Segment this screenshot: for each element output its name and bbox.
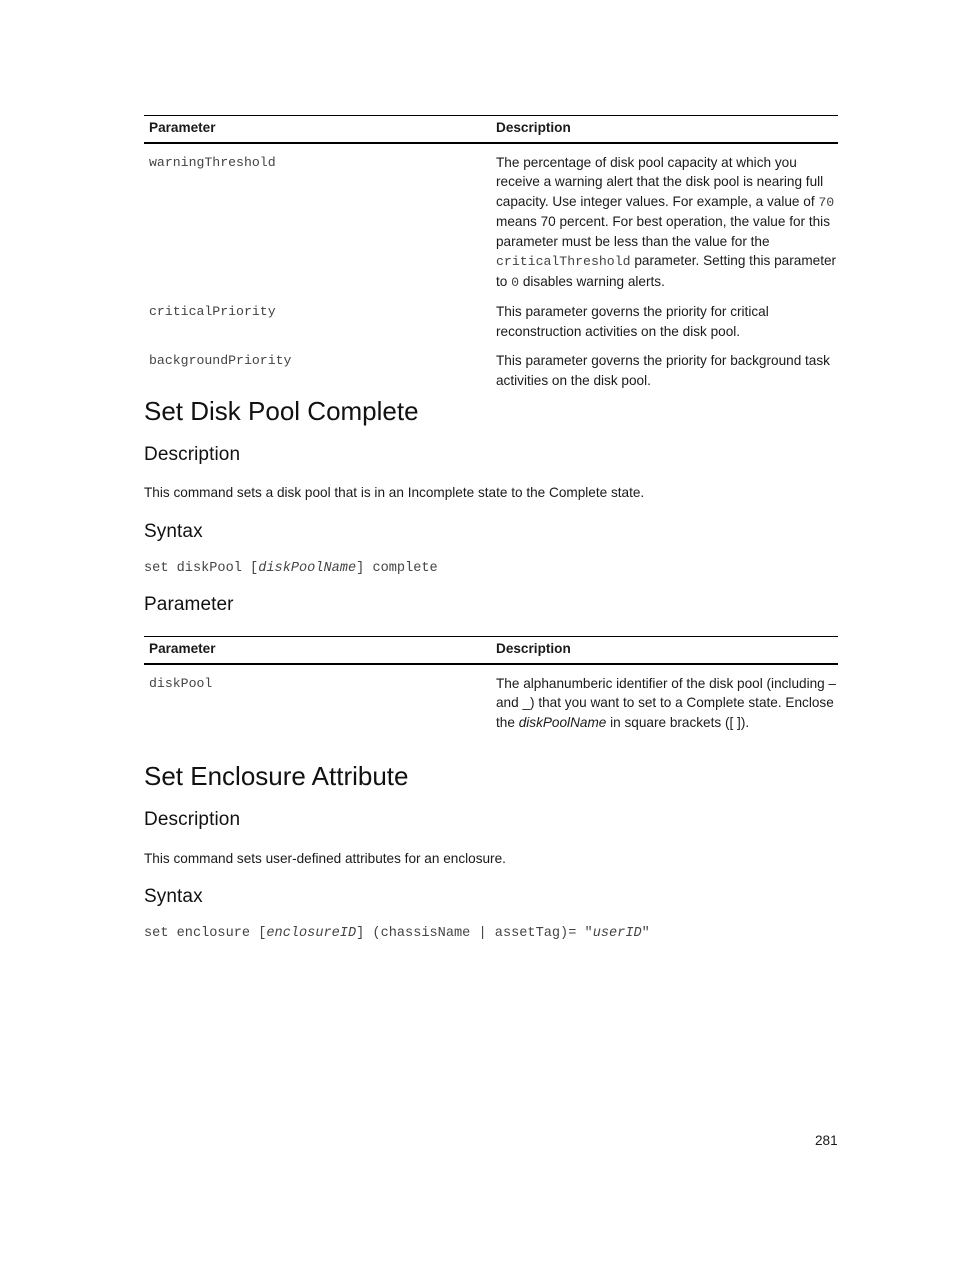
table-header-row [144,116,838,143]
parameter-heading: Parameter [144,594,234,615]
desc-text: disables warning alerts. [519,273,665,289]
table-row [144,153,838,293]
code-value: 70 [818,194,835,210]
desc-text: means 70 percent. For best operation, the value for this parameter must be less than the value for the [496,214,830,249]
syntax-heading: Syntax [144,886,203,907]
param-name: criticalPriority [149,304,276,319]
code-value: 0 [511,274,520,290]
desc-emphasis: diskPoolName [518,714,607,730]
param-description: This parameter governs the priority for critical reconstruction activities on the disk pool. [496,304,769,339]
param-description [491,674,838,733]
param-description: This parameter governs the priority for background task activities on the disk pool. [496,353,830,388]
param-name: warningThreshold [149,154,276,170]
code-value: criticalThreshold [496,254,631,269]
desc-text: parameter. Setting this parameter to [496,253,837,289]
syntax-code [144,926,650,941]
desc-text: The alphanumberic identifier of the disk pool (including – and _) that you want to set to a Complete state. Enclose the [496,675,837,730]
section-title-set-enclosure-attribute: Set Enclosure Attribute [144,761,409,791]
param-description [491,153,838,293]
code-placeholder: enclosureID [266,926,357,941]
code-text: set diskPool [ [144,561,259,576]
section-title-set-disk-pool-complete: Set Disk Pool Complete [144,396,419,426]
description-text: This command sets a disk pool that is in an Incomplete state to the Complete state. [144,485,645,500]
page-number: 281 [815,1133,838,1148]
code-text: ] (chassisName | assetTag)= " [356,926,593,941]
column-header-description: Description [491,116,838,143]
description-text: This command sets user-defined attributes for an enclosure. [144,851,506,866]
table-header-row [144,637,838,664]
column-header-description: Description [491,637,838,664]
description-heading: Description [144,444,241,465]
param-name: backgroundPriority [149,353,292,368]
code-text: set enclosure [ [144,926,267,941]
syntax-heading: Syntax [144,521,203,542]
table-row [144,351,838,390]
column-header-parameter: Parameter [144,637,491,664]
desc-text: in square brackets ([ ]). [606,714,750,730]
description-heading: Description [144,809,241,830]
code-text: " [641,926,650,941]
column-header-parameter: Parameter [144,116,491,143]
parameter-table-disk-pool [144,115,838,390]
syntax-code [144,561,438,576]
param-name: diskPool [149,675,213,691]
desc-text: The percentage of disk pool capacity at which you receive a warning alert that the disk pool is nearing full capacity. Use integer values. For example, a value of [496,154,824,209]
code-placeholder: diskPoolName [258,561,357,576]
table-row [144,302,838,341]
table-row [144,674,838,733]
code-placeholder: userID [592,926,642,941]
code-text: ] complete [356,561,438,576]
parameter-table-disk-pool-complete [144,636,838,732]
